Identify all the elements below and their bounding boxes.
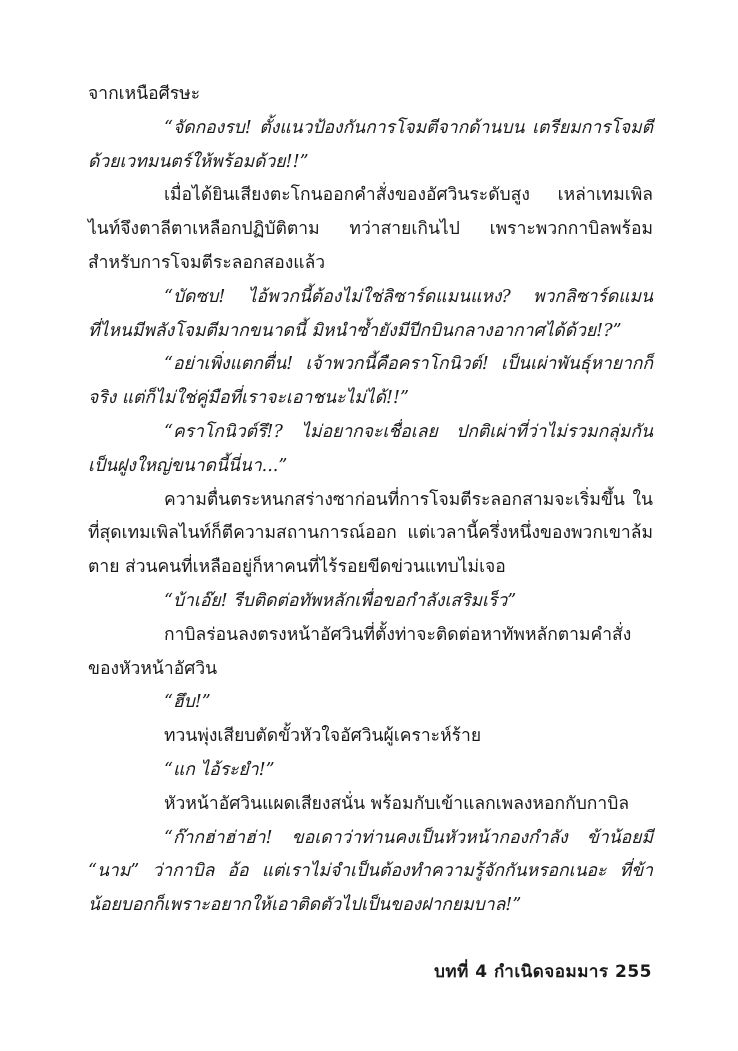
page-number: 255 bbox=[615, 962, 652, 982]
dialogue-paragraph: “บัดซบ! ไอ้พวกนี้ต้องไม่ใช่ลิซาร์ดแมนแหง? พวกลิซาร์ดแมนที่ไหนมีพลังโจมตีมากขนาดนี้ มิหนำซ้ำยังมีปีกบินกลางอากาศได้ด้วย!?” bbox=[88, 286, 653, 341]
dialogue-paragraph: “บ้าเอ๊ย! รีบติดต่อทัพหลักเพื่อขอกำลังเสริมเร็ว” bbox=[164, 590, 517, 611]
paragraph: ความตื่นตระหนกสร่างซาก่อนที่การโจมตีระลอกสามจะเริ่มขึ้น ในที่สุดเทมเพิลไนท์ก็ตีความสถานการณ์ออก แต่เวลานี้ครึ่งหนึ่งของพวกเขาล้มตาย ส่วนคนที่เหลืออยู่ก็หาคนที่ไร้รอยขีดข่วนแทบไม่เจอ bbox=[88, 489, 653, 578]
chapter-title: กำเนิดจอมมาร bbox=[494, 962, 609, 982]
dialogue-paragraph: “จัดกองรบ! ตั้งแนวป้องกันการโจมตีจากด้านบน เตรียมการโจมตีด้วยเวทมนตร์ให้พร้อมด้วย!!” bbox=[88, 117, 653, 172]
body-text bbox=[88, 78, 653, 923]
dialogue-paragraph: “แก ไอ้ระยำ!” bbox=[164, 759, 275, 780]
paragraph: จากเหนือศีรษะ bbox=[88, 84, 201, 104]
page-footer bbox=[434, 958, 652, 985]
dialogue-paragraph: “คราโกนิวต์รึ!? ไม่อยากจะเชื่อเลย ปกติเผ่าที่ว่าไม่รวมกลุ่มกันเป็นฝูงใหญ่ขนาดนี้นี่นา...” bbox=[88, 421, 653, 476]
dialogue-paragraph: “ก๊ากฮ่าฮ่าฮ่า! ขอเดาว่าท่านคงเป็นหัวหน้ากองกำลัง ข้าน้อยมี “นาม” ว่ากาบิล อ้อ แต่เราไม่จำเป็นต้องทำความรู้จักกันหรอกเนอะ ที่ข้าน้อยบอกก็เพราะอยากให้เอาติดตัวไปเป็นของฝากยมบาล!” bbox=[88, 827, 653, 916]
paragraph: เมื่อได้ยินเสียงตะโกนออกคำสั่งของอัศวินระดับสูง เหล่าเทมเพิลไนท์จึงตาลีตาเหลือกปฏิบัติตาม ทว่าสายเกินไป เพราะพวกกาบิลพร้อมสำหรับการโจมตีระลอกสองแล้ว bbox=[88, 185, 653, 273]
dialogue-paragraph: “ฮึบ!” bbox=[164, 692, 211, 713]
paragraph: ทวนพุ่งเสียบตัดขั้วหัวใจอัศวินผู้เคราะห์ร้าย bbox=[164, 726, 482, 747]
paragraph: กาบิลร่อนลงตรงหน้าอัศวินที่ตั้งท่าจะติดต่อหาทัพหลักตามคำสั่งของหัวหน้าอัศวิน bbox=[88, 624, 632, 679]
chapter-number: บทที่ 4 bbox=[434, 962, 488, 982]
dialogue-paragraph: “อย่าเพิ่งแตกตื่น! เจ้าพวกนี้คือคราโกนิวต์! เป็นเผ่าพันธุ์หายากก็จริง แต่ก็ไม่ใช่คู่มือที่เราจะเอาชนะไม่ได้!!” bbox=[88, 354, 653, 409]
paragraph: หัวหน้าอัศวินแผดเสียงสนั่น พร้อมกับเข้าแลกเพลงหอกกับกาบิล bbox=[164, 793, 630, 814]
